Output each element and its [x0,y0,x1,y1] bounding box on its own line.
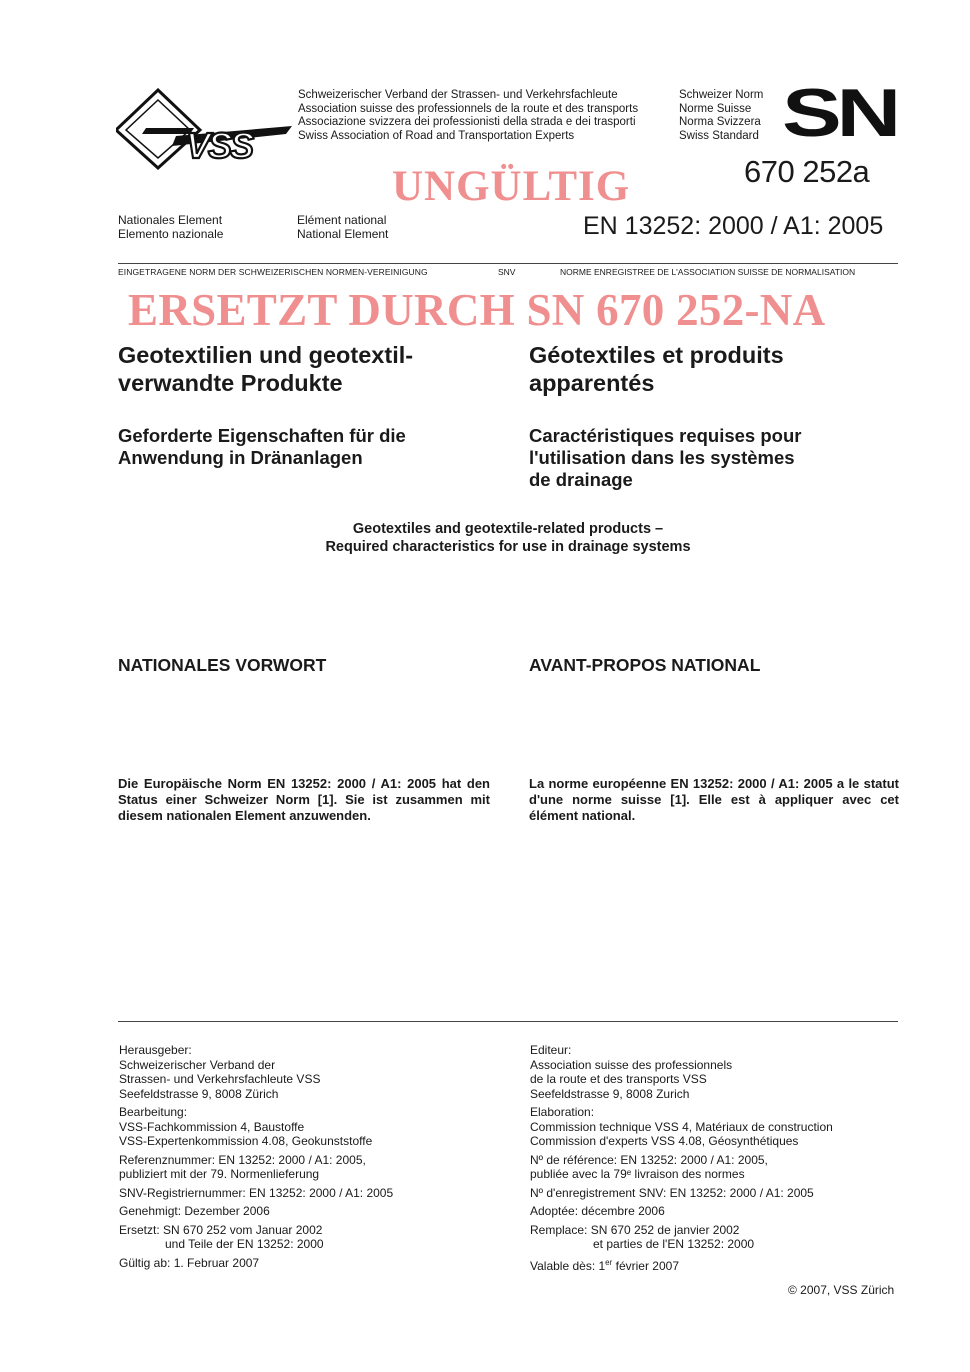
foreword-text-de: Die Europäische Norm EN 13252: 2000 / A1: 2005 hat den Status einer Schweizer Norm [1]. Sie ist zusammen mit diesem nationalen Element anzuwenden. [118,776,490,823]
element-label-de: Nationales Element [118,213,223,227]
foreword-heading-de: NATIONALES VORWORT [118,655,327,675]
association-fr: Association suisse des professionnels de la route et des transports [298,102,639,115]
subtitle-fr-line: Caractéristiques requises pour [529,425,802,446]
invalid-stamp: UNGÜLTIG [392,163,631,210]
publisher-block [119,1043,489,1101]
subtitle-de-line: Geforderte Eigenschaften für die [118,425,406,446]
imprint-fr [530,1043,900,1277]
editing-block [530,1105,900,1149]
element-label-en: National Element [297,227,389,241]
imprint-line: Nº de référence: EN 13252: 2000 / A1: 2005, [530,1152,768,1167]
element-label-it: Elemento nazionale [118,227,224,241]
imprint-line: Herausgeber: [119,1043,192,1057]
imprint-line: Ersetzt: SN 670 252 vom Januar 2002 [119,1222,323,1237]
register-line-de: EINGETRAGENE NORM DER SCHWEIZERISCHEN NORMEN-VEREINIGUNG [118,267,428,277]
subtitle-fr [529,425,909,491]
divider-top [118,263,898,264]
subtitle-de [118,425,498,469]
title-fr [529,341,909,397]
imprint-line: Referenznummer: EN 13252: 2000 / A1: 2005, [119,1152,366,1167]
imprint-line: Editeur: [530,1043,572,1057]
approved-date: Genehmigt: Dezember 2006 [119,1204,270,1218]
imprint-line: Commission d'experts VSS 4.08, Géosynthétiques [530,1134,799,1148]
title-en [0,520,970,556]
reference-block [530,1153,900,1182]
title-en-line: Geotextiles and geotextile-related products – [352,521,664,537]
association-de: Schweizerischer Verband der Strassen- und Verkehrsfachleute [298,89,618,101]
association-names [298,89,638,143]
sn-logo [782,86,898,147]
subtitle-fr-line: de drainage [529,469,633,490]
sn-logo-text: SN [782,86,896,142]
imprint-line: VSS-Expertenkommission 4.08, Geokunststoffe [119,1134,373,1148]
national-element-fr-en [297,213,388,241]
title-en-line: Required characteristics for use in drainage systems [325,539,691,555]
imprint-line: VSS-Fachkommission 4, Baustoffe [119,1119,305,1134]
imprint-line: und Teile der EN 13252: 2000 [165,1237,324,1251]
imprint-de [119,1043,489,1274]
vss-logo [116,88,292,175]
norm-name-fr: Norme Suisse [679,102,752,115]
publisher-block [530,1043,900,1101]
register-snv: SNV [498,267,516,277]
copyright: © 2007, VSS Zürich [788,1283,895,1297]
imprint-line: Association suisse des professionnels [530,1057,733,1072]
title-de-line: verwandte Produkte [118,370,343,396]
imprint-line: et parties de l'EN 13252: 2000 [593,1237,755,1251]
valid-prefix: Valable dès: 1 [530,1258,606,1273]
en-reference: EN 13252: 2000 / A1: 2005 [583,212,884,240]
title-de-line: Geotextilien und geotextil- [118,342,414,368]
norm-name-en: Swiss Standard [679,129,759,142]
approved-date: Adoptée: décembre 2006 [530,1204,665,1218]
norm-type-names [679,89,763,143]
imprint-line: Commission technique VSS 4, Matériaux de construction [530,1119,833,1134]
register-line-fr: NORME ENREGISTREE DE L'ASSOCIATION SUISSE DE NORMALISATION [560,267,856,277]
logo-text: VSS [186,125,253,166]
foreword-heading-fr: AVANT-PROPOS NATIONAL [529,655,761,675]
title-fr-line: apparentés [529,370,655,396]
association-it: Associazione svizzera dei professionisti della strada e dei trasporti [298,116,636,128]
editing-block [119,1105,489,1149]
foreword-text-fr: La norme européenne EN 13252: 2000 / A1: 2005 a le statut d'une norme suisse [1]. Elle est à appliquer avec cet élément national. [529,776,899,823]
replaces-block [530,1223,900,1252]
subtitle-de-line: Anwendung in Dränanlagen [118,447,363,468]
valid-from [530,1256,900,1274]
imprint-line: Bearbeitung: [119,1105,188,1119]
subtitle-fr-line: l'utilisation dans les systèmes [529,447,795,468]
title-fr-line: Géotextiles et produits [529,342,784,368]
imprint-line: Elaboration: [530,1105,595,1119]
reference-block [119,1153,489,1182]
valid-suffix: février 2007 [612,1258,679,1273]
replaced-stamp: ERSETZT DURCH SN 670 252-NA [128,285,826,335]
valid-superscript: er [605,1257,613,1267]
norm-number: 670 252a [744,154,870,189]
national-element-de-it [118,213,223,241]
element-label-fr: Elément national [297,213,387,227]
valid-from: Gültig ab: 1. Februar 2007 [119,1255,260,1270]
imprint-line: Seefeldstrasse 9, 8008 Zürich [119,1086,279,1101]
snv-registration: Nº d'enregistrement SNV: EN 13252: 2000 / A1: 2005 [530,1185,814,1200]
title-de [118,341,498,397]
snv-registration: SNV-Registriernummer: EN 13252: 2000 / A1: 2005 [119,1185,394,1200]
norm-name-it: Norma Svizzera [679,116,761,128]
imprint-line: Seefeldstrasse 9, 8008 Zurich [530,1086,690,1101]
imprint-line: de la route et des transports VSS [530,1072,707,1086]
imprint-line: Schweizerischer Verband der [119,1057,276,1072]
divider-bottom [118,1021,898,1022]
imprint-line: Remplace: SN 670 252 de janvier 2002 [530,1222,740,1237]
association-en: Swiss Association of Road and Transportation Experts [298,129,575,142]
imprint-line: publiziert mit der 79. Normenlieferung [119,1167,320,1181]
imprint-line: publiée avec la 79ᵉ livraison des normes [530,1167,745,1181]
norm-name-de: Schweizer Norm [679,89,764,101]
replaces-block [119,1223,489,1252]
imprint-line: Strassen- und Verkehrsfachleute VSS [119,1072,321,1086]
